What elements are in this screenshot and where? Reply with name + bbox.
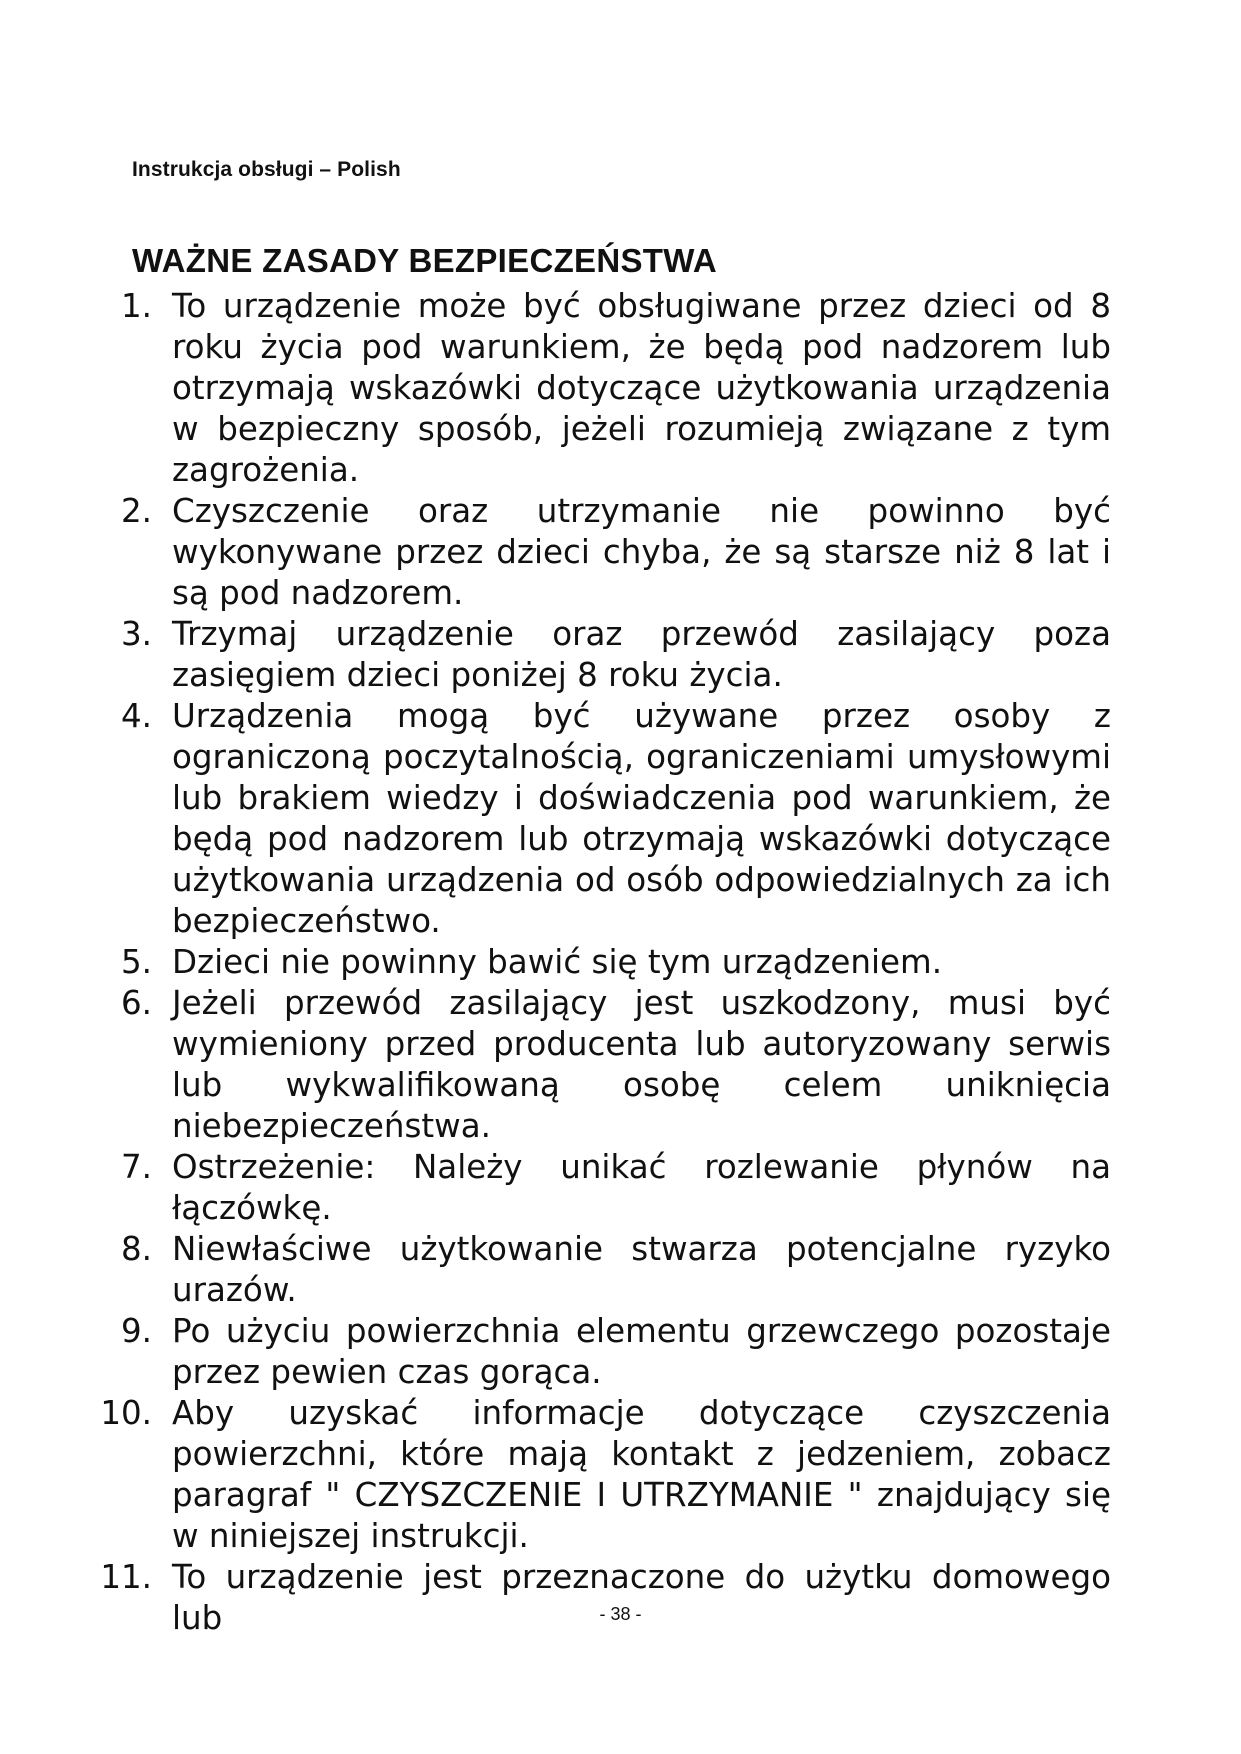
rule-number: 1. [120, 287, 152, 325]
rule-item [0, 491, 1241, 614]
rule-number: 7. [120, 1148, 152, 1186]
rule-text: Czyszczenie oraz utrzymanie nie powinno być wykonywane przez dzieci chyba, że są starsze niż 8 lat i są pod nadzorem. [172, 492, 1111, 612]
rule-number: 11. [100, 1558, 152, 1596]
rule-number: 8. [120, 1230, 152, 1268]
rule-text: Urządzenia mogą być używane przez osoby z ograniczoną poczytalnością, ograniczeniami umysłowymi lub brakiem wiedzy i doświadczenia pod warunkiem, że będą pod nadzorem lub otrzymają wskazówki dotyczące użytkowania urządzenia od osób odpowiedzialnych za ich bezpieczeństwo. [172, 697, 1111, 940]
rule-number: 4. [120, 697, 152, 735]
rule-number: 5. [120, 943, 152, 981]
rule-text: Aby uzyskać informacje dotyczące czyszczenia powierzchni, które mają kontakt z jedzeniem, zobacz paragraf " CZYSZCZENIE I UTRZYMANIE " znajdujący się w niniejszej instrukcji. [172, 1394, 1111, 1555]
rule-item [0, 1147, 1241, 1229]
rule-number: 3. [120, 615, 152, 653]
rule-item [0, 1393, 1241, 1557]
rule-text: Jeżeli przewód zasilający jest uszkodzony, musi być wymieniony przed producenta lub autoryzowany serwis lub wykwalifikowaną osobę celem uniknięcia niebezpieczeństwa. [172, 984, 1111, 1145]
rule-item [0, 1557, 1241, 1639]
safety-rules-list [0, 286, 1241, 1639]
rule-item [0, 1311, 1241, 1393]
rule-text: Ostrzeżenie: Należy unikać rozlewanie płynów na łączówkę. [172, 1148, 1111, 1227]
rule-item [0, 1229, 1241, 1311]
rule-item [0, 286, 1241, 491]
rule-item [0, 614, 1241, 696]
rule-item [0, 696, 1241, 942]
rule-text: Dzieci nie powinny bawić się tym urządzeniem. [172, 943, 943, 981]
rule-number: 6. [120, 984, 152, 1022]
rule-item [0, 983, 1241, 1147]
section-title: WAŻNE ZASADY BEZPIECZEŃSTWA [132, 242, 718, 279]
running-header: Instrukcja obsługi – Polish [132, 158, 401, 181]
rule-number: 9. [120, 1312, 152, 1350]
rule-item [0, 942, 1241, 983]
rule-text: Niewłaściwe użytkowanie stwarza potencjalne ryzyko urazów. [172, 1230, 1111, 1309]
rule-text: To urządzenie jest przeznaczone do użytku domowego lub [172, 1558, 1111, 1637]
rule-text: Po użyciu powierzchnia elementu grzewczego pozostaje przez pewien czas gorąca. [172, 1312, 1111, 1391]
rule-number: 2. [120, 492, 152, 530]
page-number: - 38 - [599, 1604, 642, 1624]
rule-text: To urządzenie może być obsługiwane przez dzieci od 8 roku życia pod warunkiem, że będą pod nadzorem lub otrzymają wskazówki dotyczące użytkowania urządzenia w bezpieczny sposób, jeżeli rozumieją związane z tym zagrożenia. [172, 287, 1111, 489]
rule-text: Trzymaj urządzenie oraz przewód zasilający poza zasięgiem dzieci poniżej 8 roku życia. [172, 615, 1111, 694]
rule-number: 10. [100, 1394, 152, 1432]
